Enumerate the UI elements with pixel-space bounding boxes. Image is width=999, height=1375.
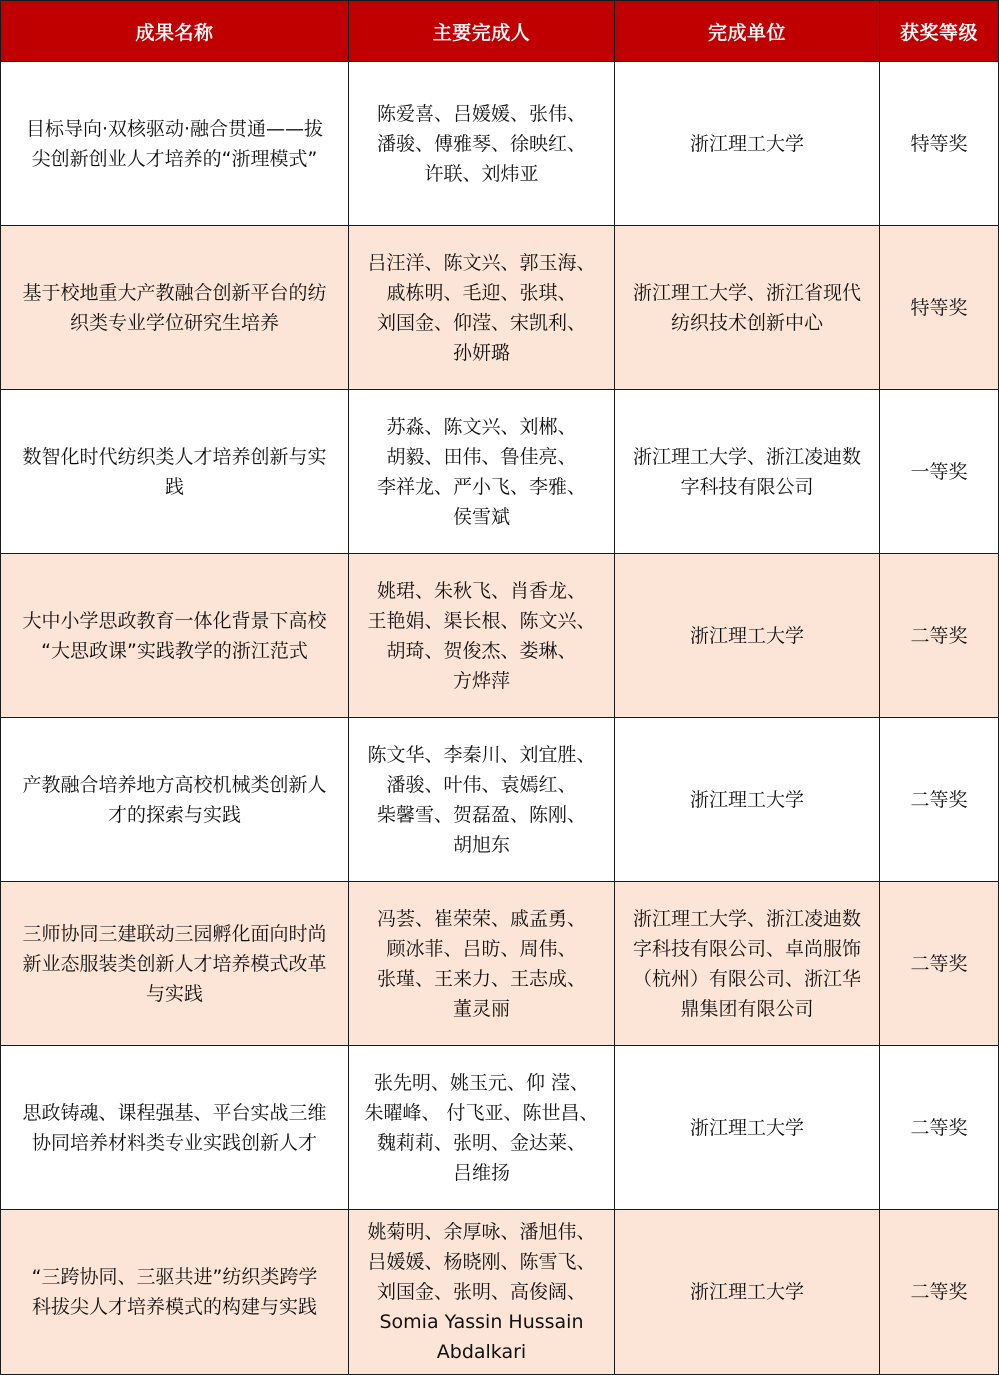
award-level-text: 特等奖	[910, 132, 968, 155]
cell-main-persons	[349, 882, 615, 1046]
table-row	[1, 882, 999, 1046]
achievement-name-text: 目标导向·双核驱动·融合贯通——拔 尖创新创业人才培养的“浙理模式”	[25, 117, 324, 170]
table-row	[1, 62, 999, 226]
cell-award-level	[880, 882, 999, 1046]
cell-units	[615, 882, 880, 1046]
cell-units	[615, 1046, 880, 1210]
award-level-text: 二等奖	[910, 952, 968, 975]
cell-main-persons	[349, 1046, 615, 1210]
table-row	[1, 718, 999, 882]
main-persons-text: 姚珺、朱秋飞、肖香龙、 王艳娟、渠长根、陈文兴、 胡琦、贺俊杰、娄琳、 方烨萍	[367, 579, 596, 692]
header-award-level: 获奖等级	[880, 1, 999, 62]
header-main-persons: 主要完成人	[349, 1, 615, 62]
cell-units	[615, 226, 880, 390]
achievement-name-text: 数智化时代纺织类人才培养创新与实 践	[22, 445, 327, 498]
header-achievement-name: 成果名称	[1, 1, 349, 62]
cell-units	[615, 390, 880, 554]
table-body	[1, 62, 999, 1375]
cell-achievement-name	[1, 226, 349, 390]
cell-award-level	[880, 390, 999, 554]
main-persons-text: 陈文华、李秦川、刘宜胜、 潘骏、叶伟、袁嫣红、 柴馨雪、贺磊盈、陈刚、 胡旭东	[367, 743, 596, 856]
cell-award-level	[880, 718, 999, 882]
main-persons-text: 冯荟、崔荣荣、戚孟勇、 顾冰菲、吕昉、周伟、 张瑾、王来力、王志成、 董灵丽	[376, 907, 586, 1020]
cell-units	[615, 554, 880, 718]
main-persons-text: 苏淼、陈文兴、刘郴、 胡毅、田伟、鲁佳亮、 李祥龙、严小飞、李雅、 侯雪斌	[376, 415, 586, 528]
achievement-name-text: “三跨协同、三驱共进”纺织类跨学 科拔尖人才培养模式的构建与实践	[31, 1266, 318, 1318]
units-text: 浙江理工大学	[689, 132, 804, 155]
cell-award-level	[880, 554, 999, 718]
cell-main-persons	[349, 226, 615, 390]
table-row	[1, 390, 999, 554]
header-units: 完成单位	[615, 1, 880, 62]
main-persons-text: 陈爱喜、吕媛媛、张伟、 潘骏、傅雅琴、徐映红、 许联、刘炜亚	[376, 102, 586, 185]
cell-achievement-name	[1, 1046, 349, 1210]
cell-achievement-name	[1, 554, 349, 718]
cell-main-persons	[349, 390, 615, 554]
main-persons-text: 姚菊明、余厚咏、潘旭伟、 吕媛媛、杨晓刚、陈雪飞、 刘国金、张明、高俊阔、 Somia Yassin Hussain Abdalkari	[367, 1221, 596, 1363]
cell-award-level	[880, 226, 999, 390]
units-text: 浙江理工大学	[689, 788, 804, 811]
cell-main-persons	[349, 1210, 615, 1375]
award-level-text: 二等奖	[910, 1116, 968, 1139]
main-persons-text: 张先明、姚玉元、仰 滢、 朱曜峰、 付飞亚、陈世昌、 魏莉莉、张明、金达莱、 吕维扬	[364, 1071, 599, 1184]
header-row	[1, 1, 999, 62]
award-level-text: 二等奖	[910, 788, 968, 811]
cell-units	[615, 718, 880, 882]
cell-main-persons	[349, 62, 615, 226]
table-row	[1, 1046, 999, 1210]
cell-achievement-name	[1, 62, 349, 226]
units-text: 浙江理工大学、浙江省现代 纺织技术创新中心	[632, 281, 861, 334]
table-row	[1, 554, 999, 718]
achievement-name-text: 思政铸魂、课程强基、平台实战三维 协同培养材料类专业实践创新人才	[22, 1101, 327, 1154]
cell-main-persons	[349, 718, 615, 882]
cell-units	[615, 62, 880, 226]
cell-achievement-name	[1, 390, 349, 554]
table-row	[1, 1210, 999, 1375]
table-row	[1, 226, 999, 390]
award-level-text: 二等奖	[910, 1281, 968, 1303]
achievement-name-text: 基于校地重大产教融合创新平台的纺 织类专业学位研究生培养	[22, 281, 327, 334]
cell-achievement-name	[1, 718, 349, 882]
units-text: 浙江理工大学	[689, 1116, 804, 1139]
table-header	[1, 1, 999, 62]
cell-award-level	[880, 1210, 999, 1375]
main-persons-text: 吕汪洋、陈文兴、郭玉海、 戚栋明、毛迎、张琪、 刘国金、仰滢、宋凯利、 孙妍璐	[367, 251, 596, 364]
units-text: 浙江理工大学、浙江凌迪数 字科技有限公司	[632, 445, 861, 498]
achievement-name-text: 大中小学思政教育一体化背景下高校 “大思政课”实践教学的浙江范式	[22, 609, 327, 662]
units-text: 浙江理工大学	[689, 1281, 804, 1303]
award-level-text: 一等奖	[910, 460, 968, 483]
cell-achievement-name	[1, 882, 349, 1046]
cell-achievement-name	[1, 1210, 349, 1375]
cell-award-level	[880, 62, 999, 226]
achievement-name-text: 产教融合培养地方高校机械类创新人 才的探索与实践	[22, 773, 327, 826]
units-text: 浙江理工大学、浙江凌迪数 字科技有限公司、卓尚服饰 （杭州）有限公司、浙江华 鼎集团有限公司	[632, 907, 861, 1020]
cell-units	[615, 1210, 880, 1375]
achievement-name-text: 三师协同三建联动三园孵化面向时尚 新业态服装类创新人才培养模式改革 与实践	[22, 922, 327, 1005]
award-level-text: 特等奖	[910, 296, 968, 319]
cell-main-persons	[349, 554, 615, 718]
award-level-text: 二等奖	[910, 624, 968, 647]
cell-award-level	[880, 1046, 999, 1210]
units-text: 浙江理工大学	[689, 624, 804, 647]
